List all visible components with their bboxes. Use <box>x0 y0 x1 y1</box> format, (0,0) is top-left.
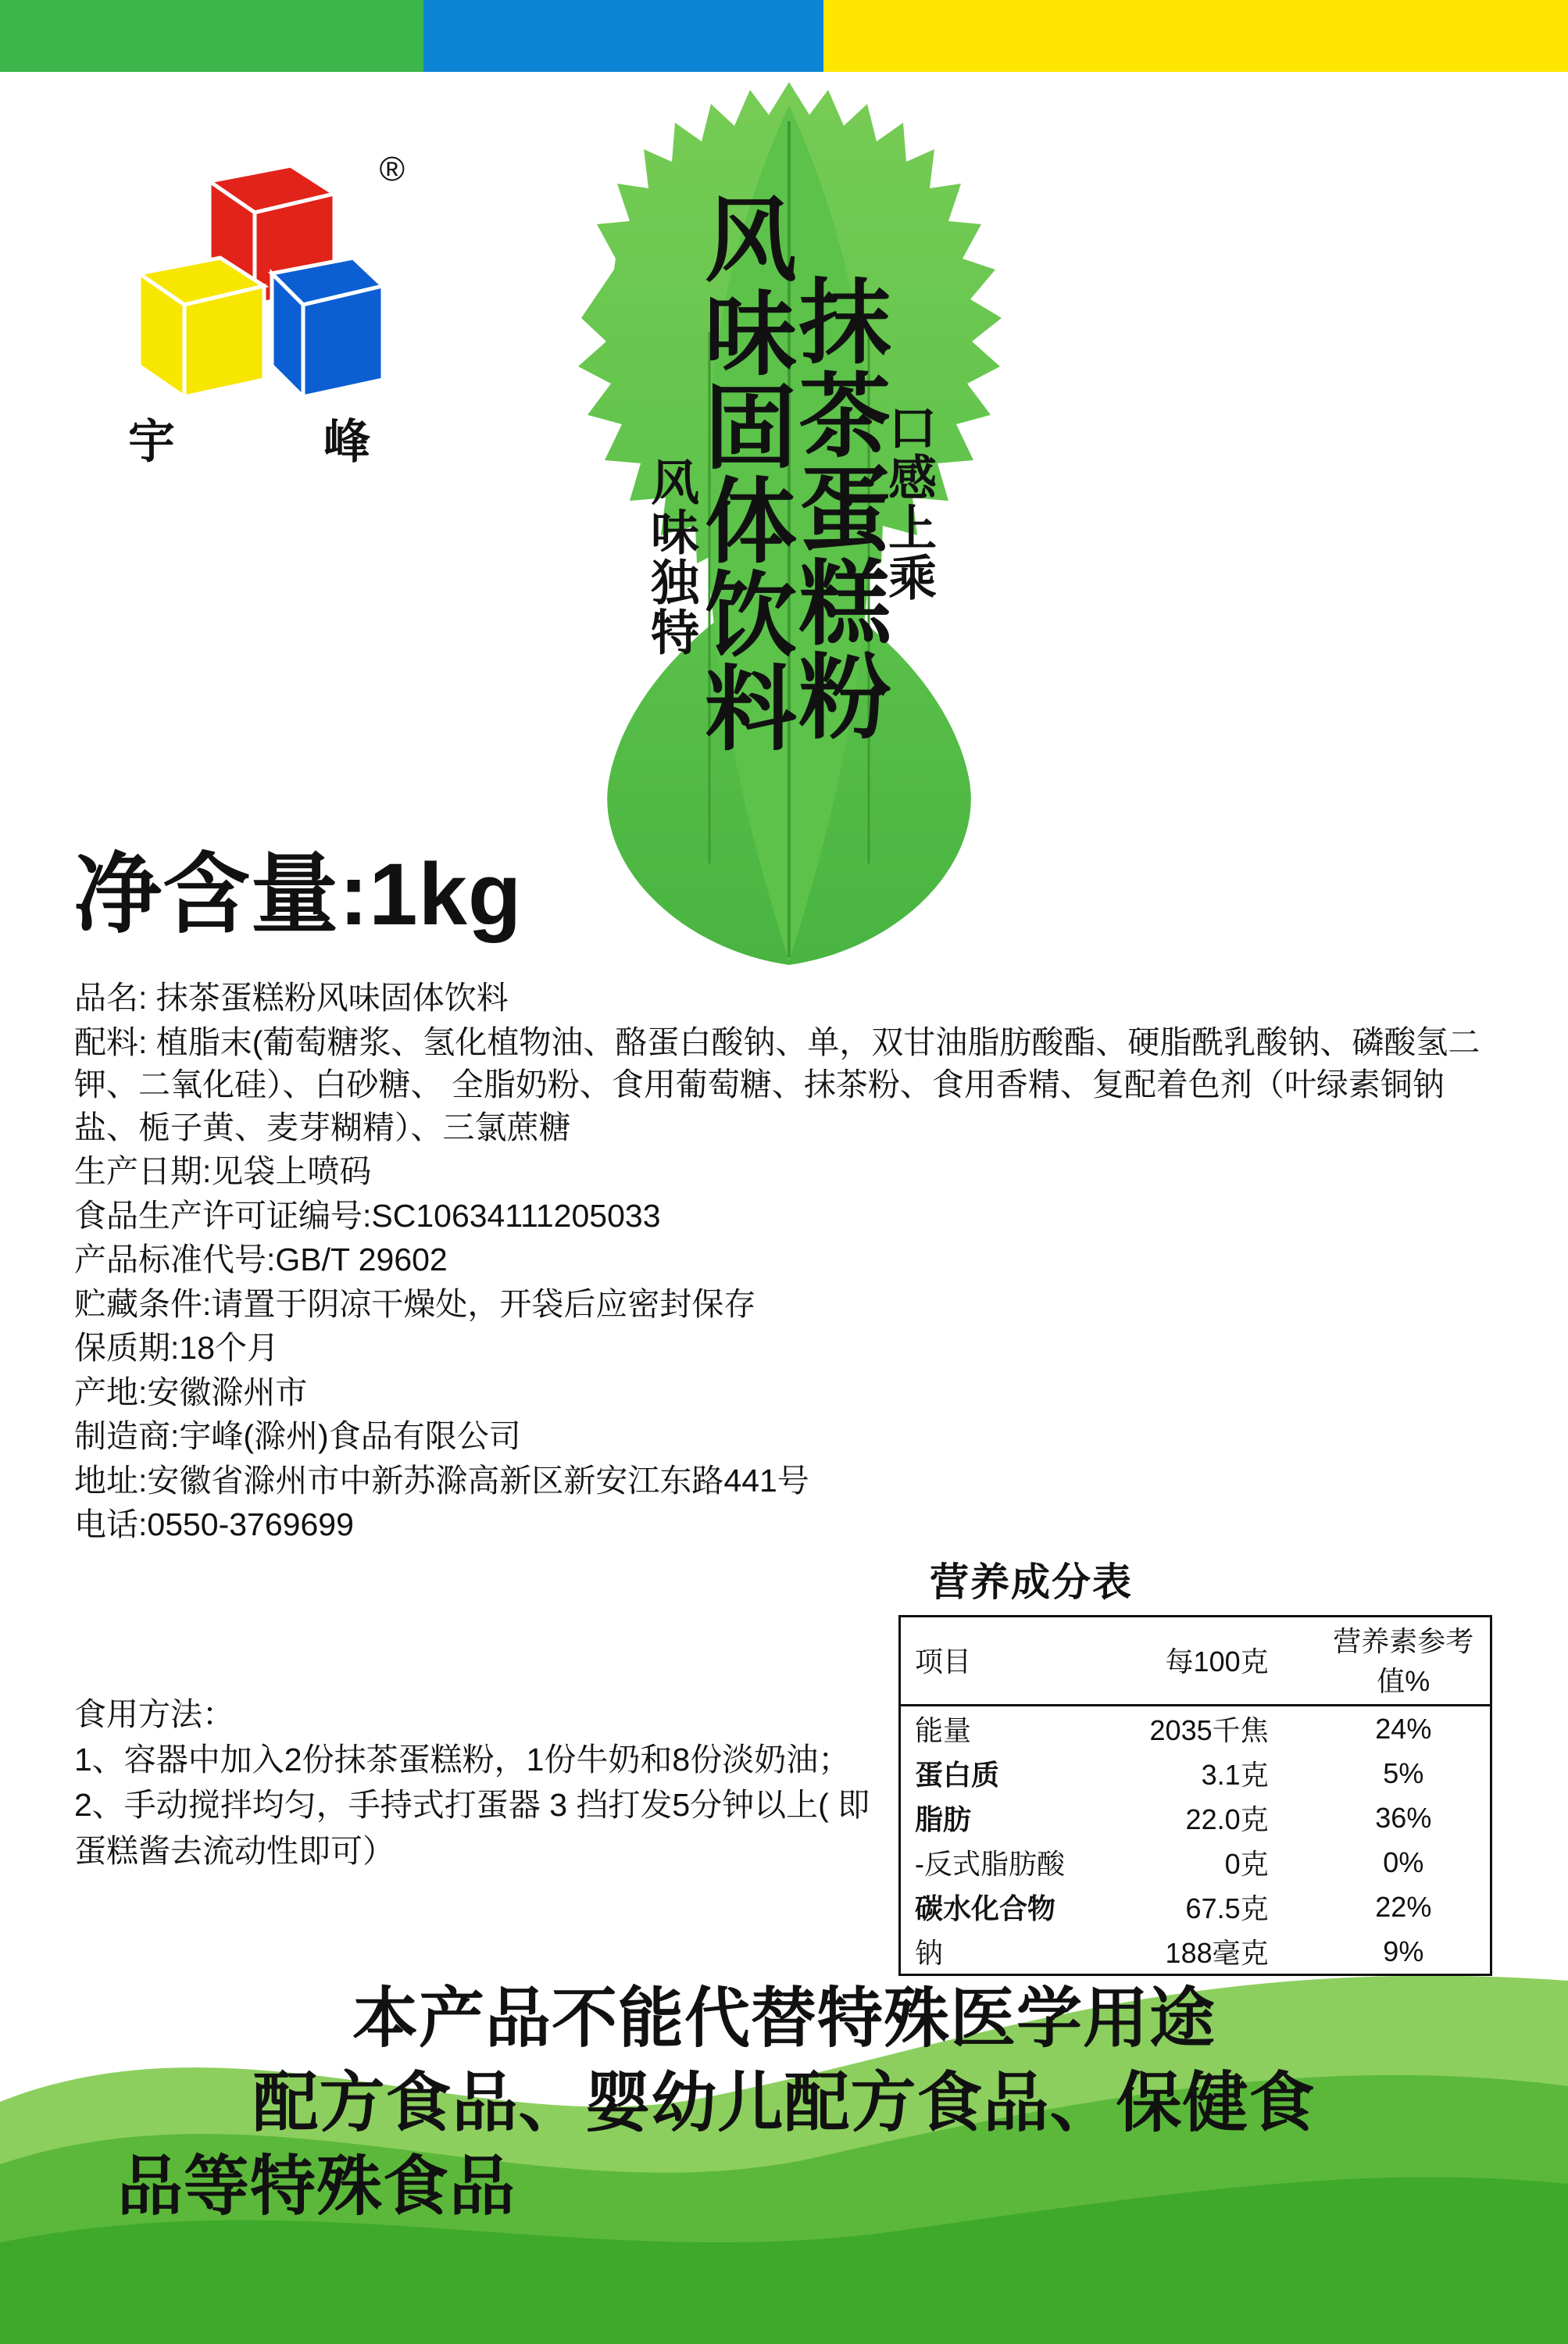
nutrition-nrv: 24% <box>1375 1712 1432 1745</box>
table-row <box>900 1840 1491 1885</box>
nutrition-value: 2035千焦 <box>1149 1714 1269 1746</box>
nutrition-header-nrv: 营养素参考值% <box>1317 1617 1491 1706</box>
info-standard-code: 产品标准代号:GB/T 29602 <box>74 1242 448 1278</box>
nutrition-header-per100g: 每100克 <box>1085 1617 1317 1706</box>
nutrition-header-item: 项目 <box>900 1617 1085 1706</box>
product-info-block <box>74 977 1480 1548</box>
info-manufacturer: 制造商:宇峰(滁州)食品有限公司 <box>74 1418 521 1455</box>
info-shelf-life: 保质期:18个月 <box>74 1330 279 1367</box>
top-color-bar <box>0 0 1568 72</box>
product-subtitle: 抹茶蛋糕粉 <box>784 273 888 742</box>
info-ingredients: 配料: 植脂末(葡萄糖浆、氢化植物油、酪蛋白酸钠、单，双甘油脂肪酸酯、硬脂酰乳酸钠、磷酸氢二钾、二氧化硅）、白砂糖、 全脂奶粉、食用葡萄糖、抹茶粉、食用香精、复配着色剂（叶绿素铜钠盐、栀子黄、麦芽糊精）、三氯蔗糖 <box>74 1024 1480 1145</box>
slogan-right: 风味独特 <box>643 457 698 657</box>
nutrition-nrv: 0% <box>1383 1846 1424 1878</box>
info-phone: 电话:0550-3769699 <box>74 1506 354 1543</box>
top-bar-blue <box>423 0 823 72</box>
usage-instructions <box>74 1692 879 1874</box>
nutrition-item: 脂肪 <box>915 1803 972 1835</box>
nutrition-value: 3.1克 <box>1201 1759 1269 1791</box>
nutrition-nrv: 9% <box>1383 1935 1424 1967</box>
nutrition-value: 0克 <box>1224 1848 1269 1880</box>
brand-logo <box>117 148 405 477</box>
nutrition-nrv: 22% <box>1375 1890 1432 1923</box>
nutrition-value: 188毫克 <box>1165 1937 1269 1969</box>
logo-wordmark <box>117 405 383 472</box>
nutrition-item: 蛋白质 <box>915 1759 1000 1791</box>
table-row <box>900 1751 1491 1796</box>
nutrition-table <box>898 1615 1492 1976</box>
logo-char-left: 宇 <box>128 416 177 468</box>
top-bar-green <box>0 0 423 72</box>
info-production-date: 生产日期:见袋上喷码 <box>74 1153 372 1190</box>
table-row <box>900 1706 1491 1752</box>
nutrition-item: -反式脂肪酸 <box>915 1848 1065 1880</box>
nutrition-header-row <box>900 1617 1491 1706</box>
legal-statement-line-3: 品等特殊食品 <box>117 2149 516 2224</box>
legal-statement-line-1: 本产品不能代替特殊医学用途 <box>352 1981 1216 2055</box>
top-bar-yellow <box>823 0 1568 72</box>
nutrition-item: 能量 <box>915 1714 972 1746</box>
table-row <box>900 1796 1491 1840</box>
usage-step-1: 1、容器中加入2份抹茶蛋糕粉，1份牛奶和8份淡奶油； <box>74 1742 851 1778</box>
nutrition-value: 67.5克 <box>1185 1892 1269 1924</box>
logo-char-right: 峰 <box>323 416 372 468</box>
legal-statement-line-2: 配方食品、婴幼儿配方食品、保健食 <box>252 2065 1316 2139</box>
usage-title: 食用方法： <box>74 1696 234 1732</box>
product-title: 风味固体饮料 <box>691 191 794 754</box>
info-license-number: 食品生产许可证编号:SC10634111205033 <box>74 1197 661 1234</box>
table-row <box>900 1885 1491 1929</box>
nutrition-item: 碳水化合物 <box>915 1892 1056 1924</box>
nutrition-nrv: 36% <box>1375 1801 1432 1834</box>
usage-step-2: 2、手动搅拌均匀，手持式打蛋器 3 挡打发5分钟以上( 即蛋糕酱去流动性即可） <box>74 1787 870 1869</box>
registered-trademark-icon: ® <box>379 150 405 188</box>
info-storage-conditions: 贮藏条件:请置于阴凉干燥处，开袋后应密封保存 <box>74 1285 756 1322</box>
nutrition-item: 钠 <box>915 1937 944 1969</box>
nutrition-facts <box>898 1551 1516 1976</box>
leaf-graphic <box>500 74 1078 973</box>
info-address: 地址:安徽省滁州市中新苏滁高新区新安江东路441号 <box>74 1462 809 1499</box>
legal-statement <box>0 1977 1568 2229</box>
leaf-shape-icon <box>500 74 1078 973</box>
info-origin: 产地:安徽滁州市 <box>74 1374 308 1410</box>
nutrition-value: 22.0克 <box>1185 1803 1269 1835</box>
nutrition-title: 营养成分表 <box>930 1560 1133 1604</box>
nutrition-nrv: 5% <box>1383 1756 1424 1789</box>
table-row <box>900 1929 1491 1975</box>
info-product-name: 品名: 抹茶蛋糕粉风味固体饮料 <box>74 980 509 1016</box>
net-weight: 净含量:1kg <box>74 845 523 943</box>
slogan-left: 口感上乘 <box>880 402 935 602</box>
